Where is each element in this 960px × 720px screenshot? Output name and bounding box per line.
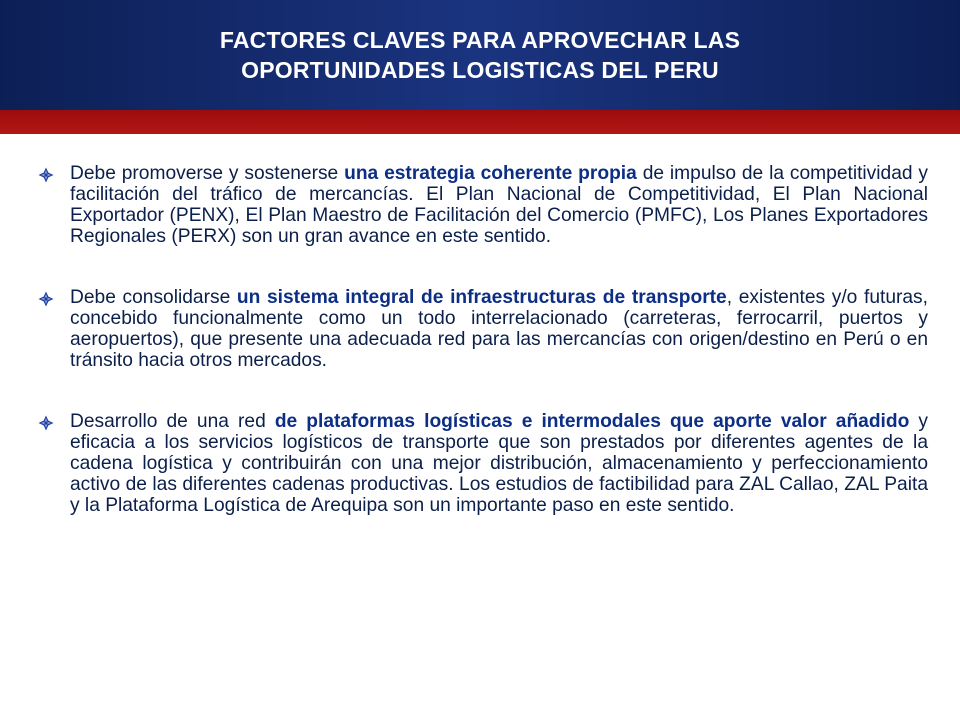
bullet-emphasis: una estrategia coherente propia (344, 163, 637, 184)
diamond-bullet-icon (38, 287, 70, 312)
bullet-text (70, 411, 928, 516)
diamond-bullet-icon (38, 411, 70, 436)
diamond-bullet-icon (38, 163, 70, 188)
bullet-text-rest: , existentes y/o futuras, concebido funcionalmente como un todo interrelacionado (carreteras, ferrocarril, puertos y aeropuertos), que presente una adecuada red para las mercancías con origen/destino en Perú o en tránsito hacia otros mercados. (70, 287, 928, 371)
bullet-list (38, 163, 928, 556)
bullet-item-logistics-platforms (38, 411, 928, 516)
bullet-text (70, 287, 928, 371)
bullet-text-lead: Debe promoverse y sostenerse (70, 163, 345, 184)
accent-bar (0, 110, 960, 134)
title-banner (0, 0, 960, 110)
bullet-emphasis: un sistema integral de infraestructuras de transporte (236, 287, 727, 308)
bullet-item-infrastructure (38, 287, 928, 371)
page-title-line-2: OPORTUNIDADES LOGISTICAS DEL PERU (241, 57, 719, 83)
bullet-text-rest: de impulso de la competitividad y facilitación del tráfico de mercancías. El Plan Nacional de Competitividad, El Plan Nacional Exportador (PENX), El Plan Maestro de Facilitación del Comercio (PMFC), Los Planes Exportadores Regionales (PERX) son un gran avance en este sentido. (70, 163, 929, 247)
bullet-text-rest: y eficacia a los servicios logísticos de transporte que son prestados por diferentes agentes de la cadena logística y contribuirán con una mejor distribución, almacenamiento y perfeccionamiento activo de las diferentes cadenas productivas. Los estudios de factibilidad para ZAL Callao, ZAL Paita y la Plataforma Logística de Arequipa son un importante paso en este sentido. (70, 411, 928, 516)
page-title-line-1: FACTORES CLAVES PARA APROVECHAR LAS (219, 27, 741, 53)
bullet-text (70, 163, 928, 247)
bullet-item-strategy (38, 163, 928, 247)
bullet-emphasis: de plataformas logísticas e intermodales que aporte valor añadido (274, 411, 910, 432)
bullet-text-lead: Debe consolidarse (70, 287, 237, 308)
bullet-text-lead: Desarrollo de una red (70, 411, 275, 432)
